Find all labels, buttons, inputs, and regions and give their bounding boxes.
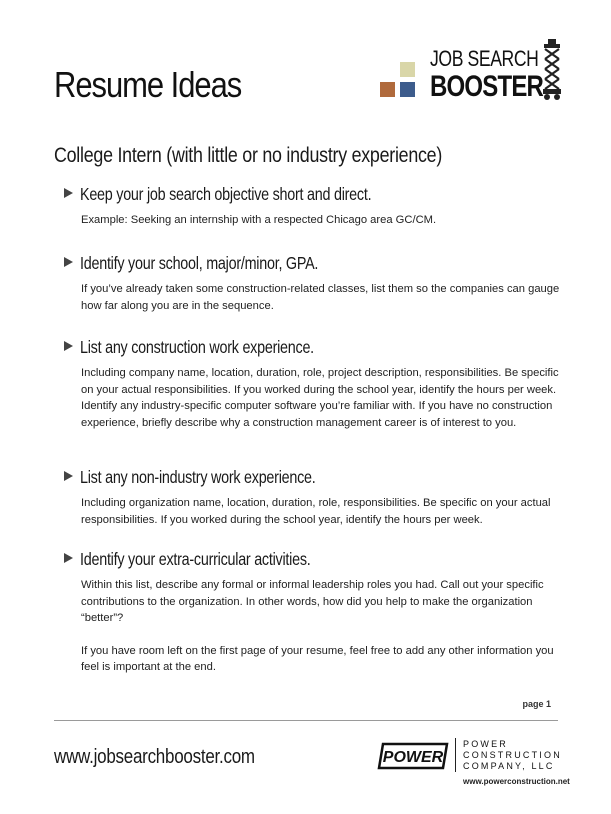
power-wordmark: POWER — [382, 749, 444, 766]
tip-paragraph: Including organization name, location, duration, role, responsibilities. Be specific on your actual responsibilities. If you worked during the school year, identify the hours per week. — [81, 497, 551, 526]
tip-heading: List any construction work experience. — [80, 337, 314, 357]
tip-section-1 — [64, 184, 554, 229]
logo-square-1 — [400, 62, 415, 77]
page-title: Resume Ideas — [54, 64, 242, 105]
tip-body — [81, 281, 561, 314]
power-divider — [455, 738, 456, 772]
tip-paragraph: Example: Seeking an internship with a respected Chicago area GC/CM. — [81, 214, 437, 226]
tip-paragraph: If you’ve already taken some construction-related classes, list them so the companies can gauge how far along you are in the sequence. — [81, 283, 560, 312]
tip-section-5 — [64, 549, 554, 676]
logo-line-2: BOOSTER — [430, 70, 544, 103]
tip-body — [81, 577, 561, 676]
footer-divider — [54, 720, 558, 721]
logo-square-4 — [400, 82, 415, 97]
tip-body — [81, 495, 561, 528]
bullet-arrow-icon — [64, 257, 73, 267]
power-line-2: CONSTRUCTION — [463, 750, 562, 760]
logo-square-2 — [380, 62, 395, 77]
tip-heading: Identify your extra-curricular activities. — [80, 549, 311, 569]
tip-heading: Keep your job search objective short and direct. — [80, 184, 372, 204]
logo-line-1: JOB SEARCH — [430, 46, 539, 71]
power-logo — [377, 742, 449, 770]
job-search-booster-logo — [380, 44, 570, 104]
bullet-arrow-icon — [64, 553, 73, 563]
scissor-lift-icon — [542, 39, 562, 101]
power-line-1: POWER — [463, 739, 509, 749]
power-company-name — [463, 739, 562, 772]
power-line-3: COMPANY, LLC — [463, 761, 555, 771]
tip-paragraph: Including company name, location, duration, role, project description, responsibilities. Be specific on your actual responsibilities. If you worked during the school year, identify the hours per week. Identify any industry-specific computer software you’re familiar with. If you have no construction experience, briefly describe why a construction management career is of interest to you. — [81, 367, 559, 429]
section-subtitle: College Intern (with little or no industry experience) — [54, 144, 443, 167]
tip-section-4 — [64, 467, 554, 528]
tip-section-3 — [64, 337, 559, 431]
tip-section-2 — [64, 253, 560, 314]
tip-paragraph: Within this list, describe any formal or informal leadership roles you had. Call out your specific contributions to the organization. In other words, how did you help to make the organization “better”? — [81, 579, 544, 624]
tip-heading: List any non-industry work experience. — [80, 467, 316, 487]
tip-paragraph: If you have room left on the first page of your resume, feel free to add any other information you feel is important at the end. — [81, 644, 554, 673]
footer-website-link[interactable]: www.jobsearchbooster.com — [54, 746, 255, 768]
bullet-arrow-icon — [64, 471, 73, 481]
bullet-arrow-icon — [64, 188, 73, 198]
logo-square-3 — [380, 82, 395, 97]
tip-body — [81, 212, 561, 229]
power-website-link[interactable]: www.powerconstruction.net — [463, 777, 570, 786]
tip-heading: Identify your school, major/minor, GPA. — [80, 253, 319, 273]
tip-body — [81, 365, 561, 431]
bullet-arrow-icon — [64, 341, 73, 351]
page-number: page 1 — [522, 699, 551, 709]
